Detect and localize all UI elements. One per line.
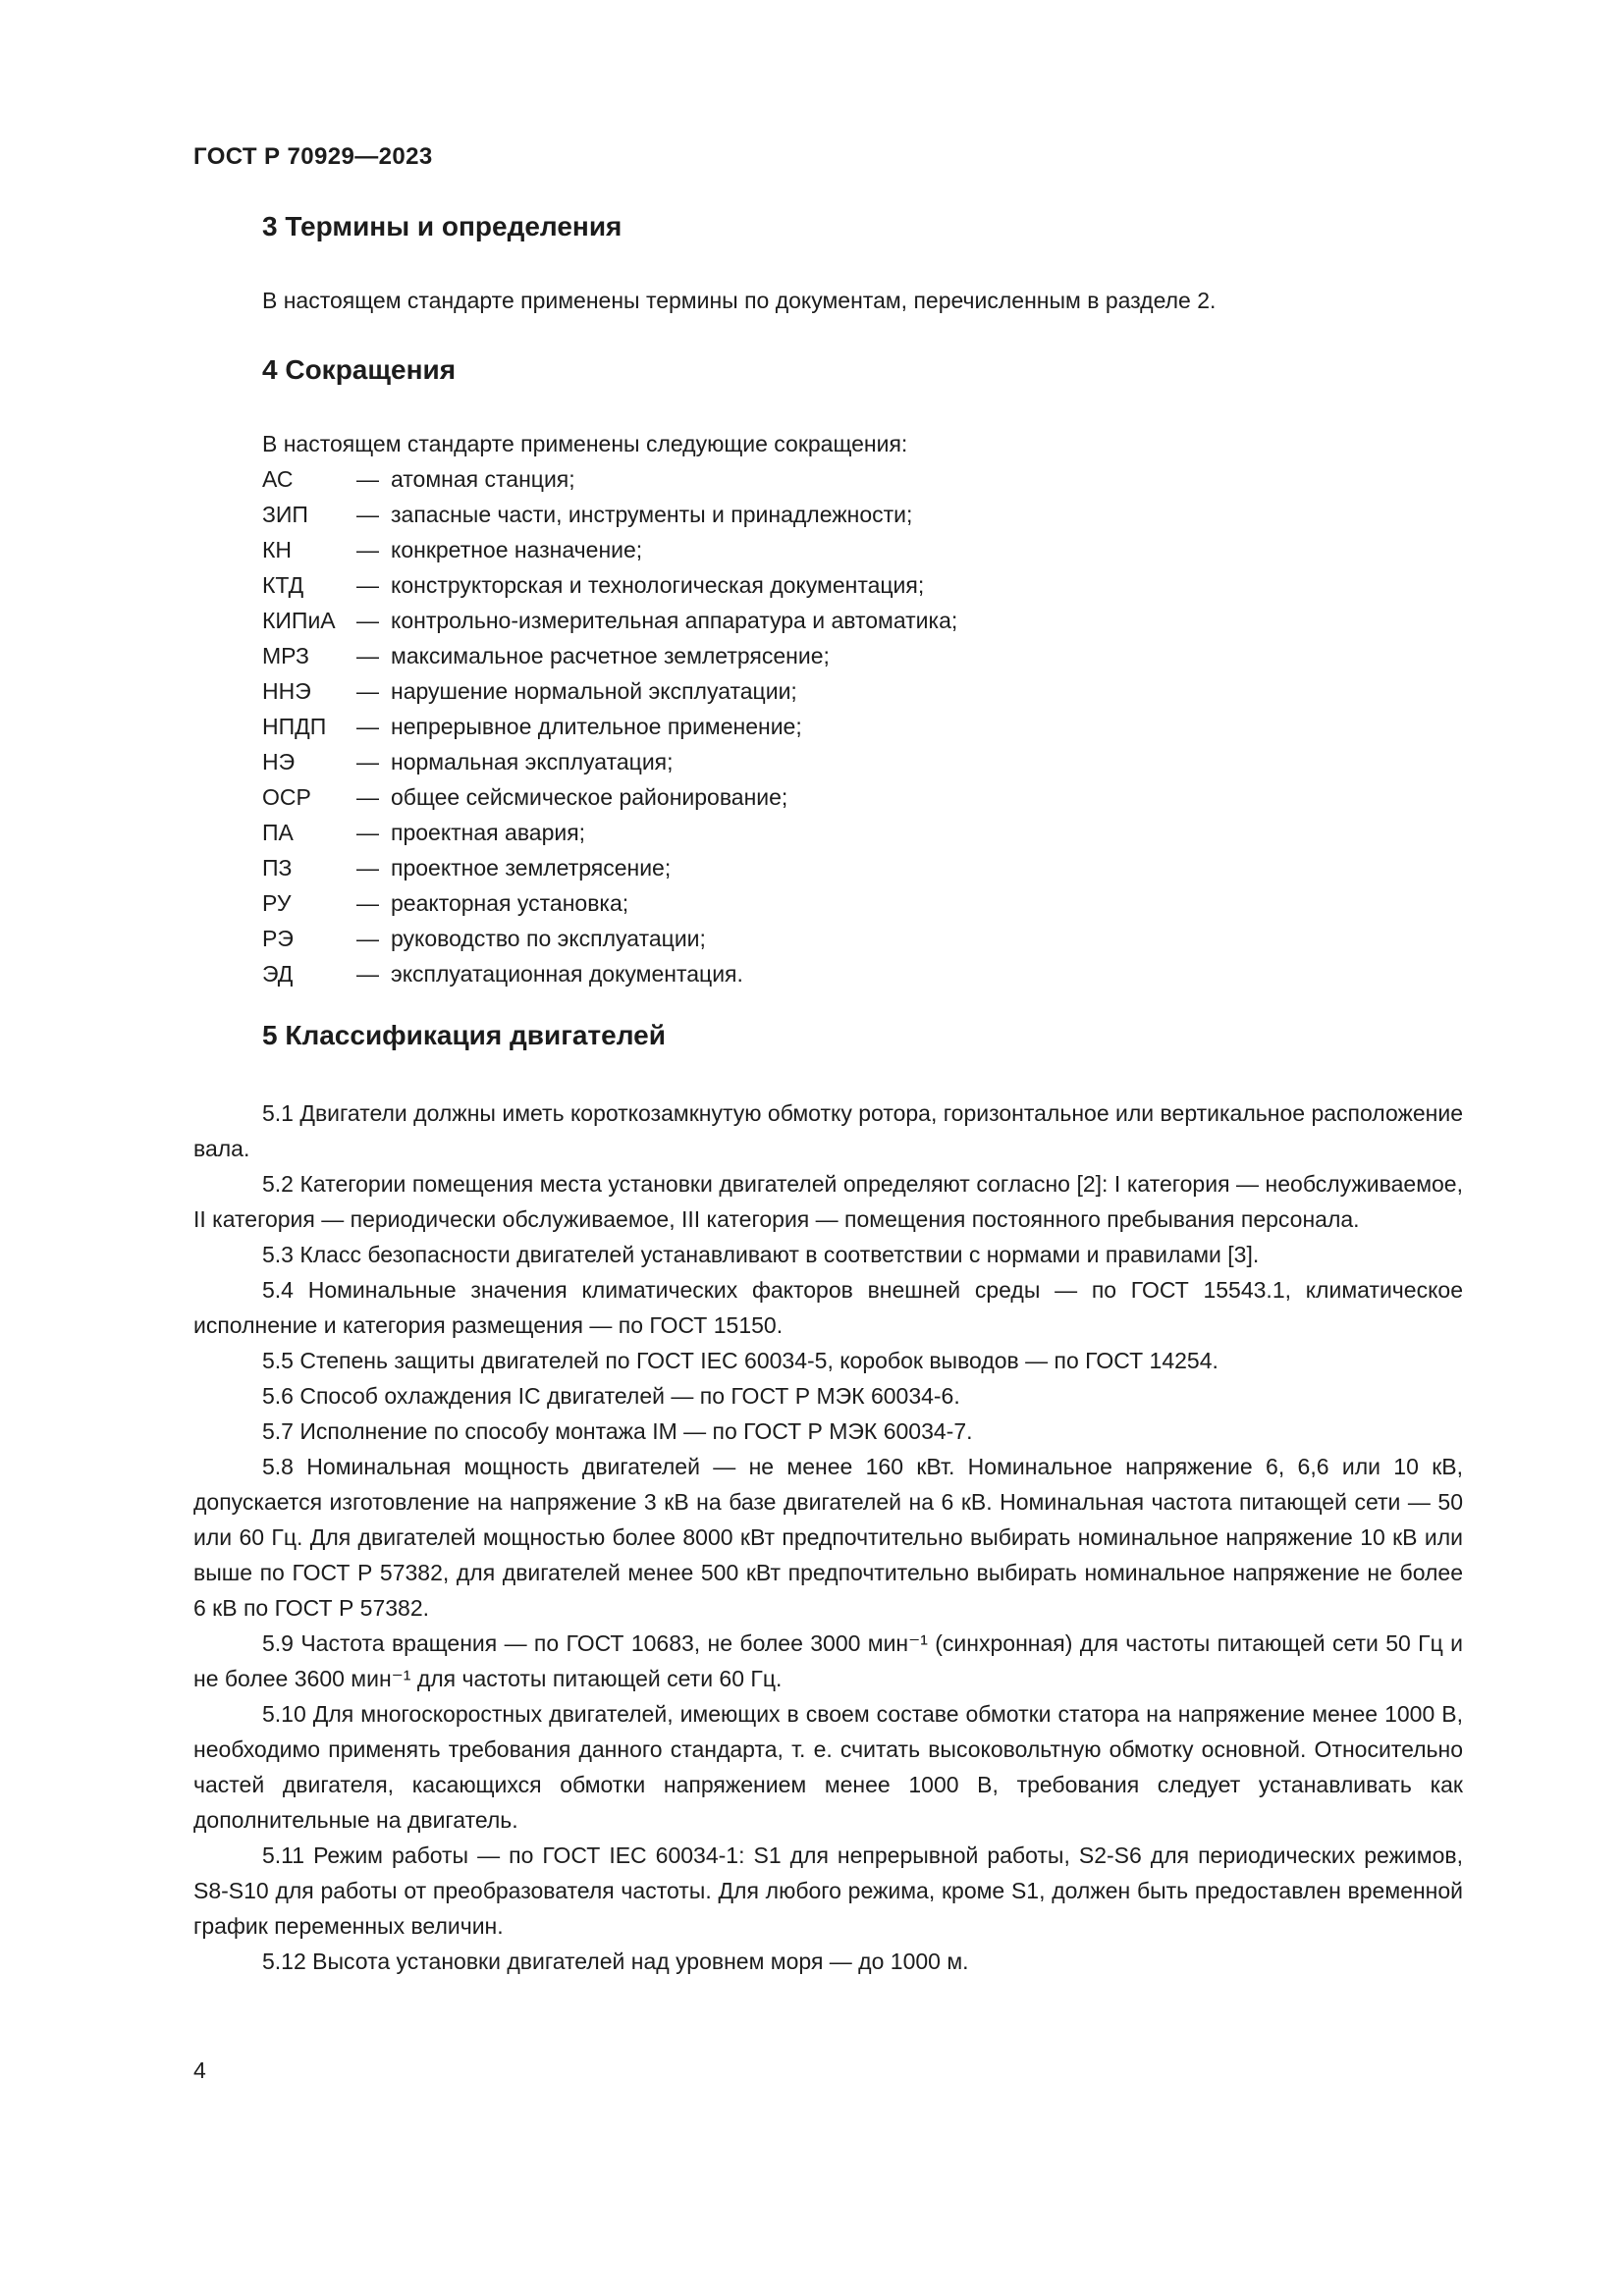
abbreviation-definition: непрерывное длительное применение; [391,714,802,739]
abbreviation-row [262,779,1463,815]
abbreviation-row [262,815,1463,850]
running-header: ГОСТ Р 70929—2023 [193,143,433,170]
abbreviation-term: РУ [262,890,292,916]
clause-5-3: 5.3 Класс безопасности двигателей устанавливают в соответствии с нормами и правилами [3]. [262,1242,1260,1267]
abbreviation-term: КН [262,537,293,562]
clause-5-1: 5.1 Двигатели должны иметь короткозамкнутую обмотку ротора, горизонтальное или вертикальное расположение вала. [193,1100,1463,1161]
dash-separator: — [356,890,379,916]
abbreviation-row [262,638,1463,673]
abbreviation-term: ЗИП [262,502,308,527]
abbreviation-definition: общее сейсмическое районирование; [391,784,788,810]
dash-separator: — [356,926,379,951]
abbreviation-term: АС [262,466,294,492]
abbreviation-definition: контрольно-измерительная аппаратура и автоматика; [391,608,958,633]
abbreviation-row [262,956,1463,991]
dash-separator: — [356,961,379,987]
abbreviation-definition: проектная авария; [391,820,586,845]
abbreviation-definition: руководство по эксплуатации; [391,926,706,951]
abbreviation-row [262,744,1463,779]
abbreviation-row [262,603,1463,638]
clause-5-7: 5.7 Исполнение по способу монтажа IM — по ГОСТ Р МЭК 60034-7. [262,1418,973,1444]
abbreviation-row [262,497,1463,532]
abbreviation-definition: эксплуатационная документация. [391,961,743,987]
abbreviation-term: ПА [262,820,294,845]
abbreviation-term: ПЗ [262,855,293,881]
clause-5-9: 5.9 Частота вращения — по ГОСТ 10683, не более 3000 мин⁻¹ (синхронная) для частоты питающей сети 50 Гц и не более 3600 мин⁻¹ для частоты питающей сети 60 Гц. [193,1630,1463,1691]
clause-5-4: 5.4 Номинальные значения климатических факторов внешней среды — по ГОСТ 15543.1, климатическое исполнение и категория размещения — по ГОСТ 15150. [193,1277,1463,1338]
dash-separator: — [356,784,379,810]
abbreviation-term: КИПиА [262,608,336,633]
abbreviation-row [262,532,1463,567]
dash-separator: — [356,466,379,492]
abbreviation-row [262,673,1463,709]
clause-5-12: 5.12 Высота установки двигателей над уровнем моря — до 1000 м. [262,1949,969,1974]
abbreviation-term: ЭД [262,961,294,987]
clause-5-2: 5.2 Категории помещения места установки двигателей определяют согласно [2]: I категория — необслуживаемое, II категория — периодически обслуживаемое, III категория — помещения постоянного пребывания персонала. [193,1171,1463,1232]
abbreviation-term: ОСР [262,784,311,810]
abbreviation-term: РЭ [262,926,294,951]
dash-separator: — [356,678,379,704]
abbreviation-row [262,921,1463,956]
dash-separator: — [356,502,379,527]
abbreviation-definition: запасные части, инструменты и принадлежности; [391,502,913,527]
section-4-heading: 4 Сокращения [262,354,457,385]
section-3-heading: 3 Термины и определения [262,211,623,241]
clause-5-5: 5.5 Степень защиты двигателей по ГОСТ IEC 60034-5, коробок выводов — по ГОСТ 14254. [262,1348,1218,1373]
abbreviation-row [262,567,1463,603]
abbreviation-definition: нарушение нормальной эксплуатации; [391,678,797,704]
page-content [193,210,1463,1979]
abbreviation-definition: конструкторская и технологическая документация; [391,572,925,598]
dash-separator: — [356,537,379,562]
dash-separator: — [356,572,379,598]
section-4-intro: В настоящем стандарте применены следующие сокращения: [262,431,908,456]
clause-5-8: 5.8 Номинальная мощность двигателей — не менее 160 кВт. Номинальное напряжение 6, 6,6 или 10 кВ, допускается изготовление на напряжение 3 кВ на базе двигателей на 6 кВ. Номинальная частота питающей сети — 50 или 60 Гц. Для двигателей мощностью более 8000 кВт предпочтительно выбирать номинальное напряжение 10 кВ или выше по ГОСТ Р 57382, для двигателей менее 500 кВт предпочтительно выбирать номинальное напряжение не более 6 кВ по ГОСТ Р 57382. [193,1454,1463,1621]
abbreviation-list [262,461,1463,991]
page-number: 4 [193,2057,206,2083]
clause-5-6: 5.6 Способ охлаждения IC двигателей — по ГОСТ Р МЭК 60034-6. [262,1383,960,1409]
abbreviation-definition: реакторная установка; [391,890,629,916]
dash-separator: — [356,749,379,774]
abbreviation-term: МРЗ [262,643,309,668]
abbreviation-definition: нормальная эксплуатация; [391,749,674,774]
clause-5-10: 5.10 Для многоскоростных двигателей, имеющих в своем составе обмотки статора на напряжение менее 1000 В, необходимо применять требования данного стандарта, т. е. считать высоковольтную обмотку основной. Относительно частей двигателя, касающихся обмотки напряжением менее 1000 В, требования следует устанавливать как дополнительные на двигатель. [193,1701,1463,1833]
abbreviation-row [262,461,1463,497]
dash-separator: — [356,820,379,845]
abbreviation-term: НЭ [262,749,296,774]
dash-separator: — [356,855,379,881]
abbreviation-term: КТД [262,572,304,598]
section-3-paragraph: В настоящем стандарте применены термины по документам, перечисленным в разделе 2. [262,288,1217,313]
abbreviation-term: ННЭ [262,678,311,704]
abbreviation-row [262,709,1463,744]
abbreviation-row [262,850,1463,885]
section-5-heading: 5 Классификация двигателей [262,1020,666,1050]
abbreviation-definition: конкретное назначение; [391,537,643,562]
abbreviation-definition: максимальное расчетное землетрясение; [391,643,830,668]
abbreviation-row [262,885,1463,921]
dash-separator: — [356,643,379,668]
abbreviation-definition: атомная станция; [391,466,575,492]
abbreviation-term: НПДП [262,714,327,739]
abbreviation-definition: проектное землетрясение; [391,855,672,881]
clause-5-11: 5.11 Режим работы — по ГОСТ IEC 60034-1: S1 для непрерывной работы, S2-S6 для периодических режимов, S8-S10 для работы от преобразователя частоты. Для любого режима, кроме S1, должен быть предоставлен временной график переменных величин. [193,1842,1463,1939]
dash-separator: — [356,608,379,633]
dash-separator: — [356,714,379,739]
